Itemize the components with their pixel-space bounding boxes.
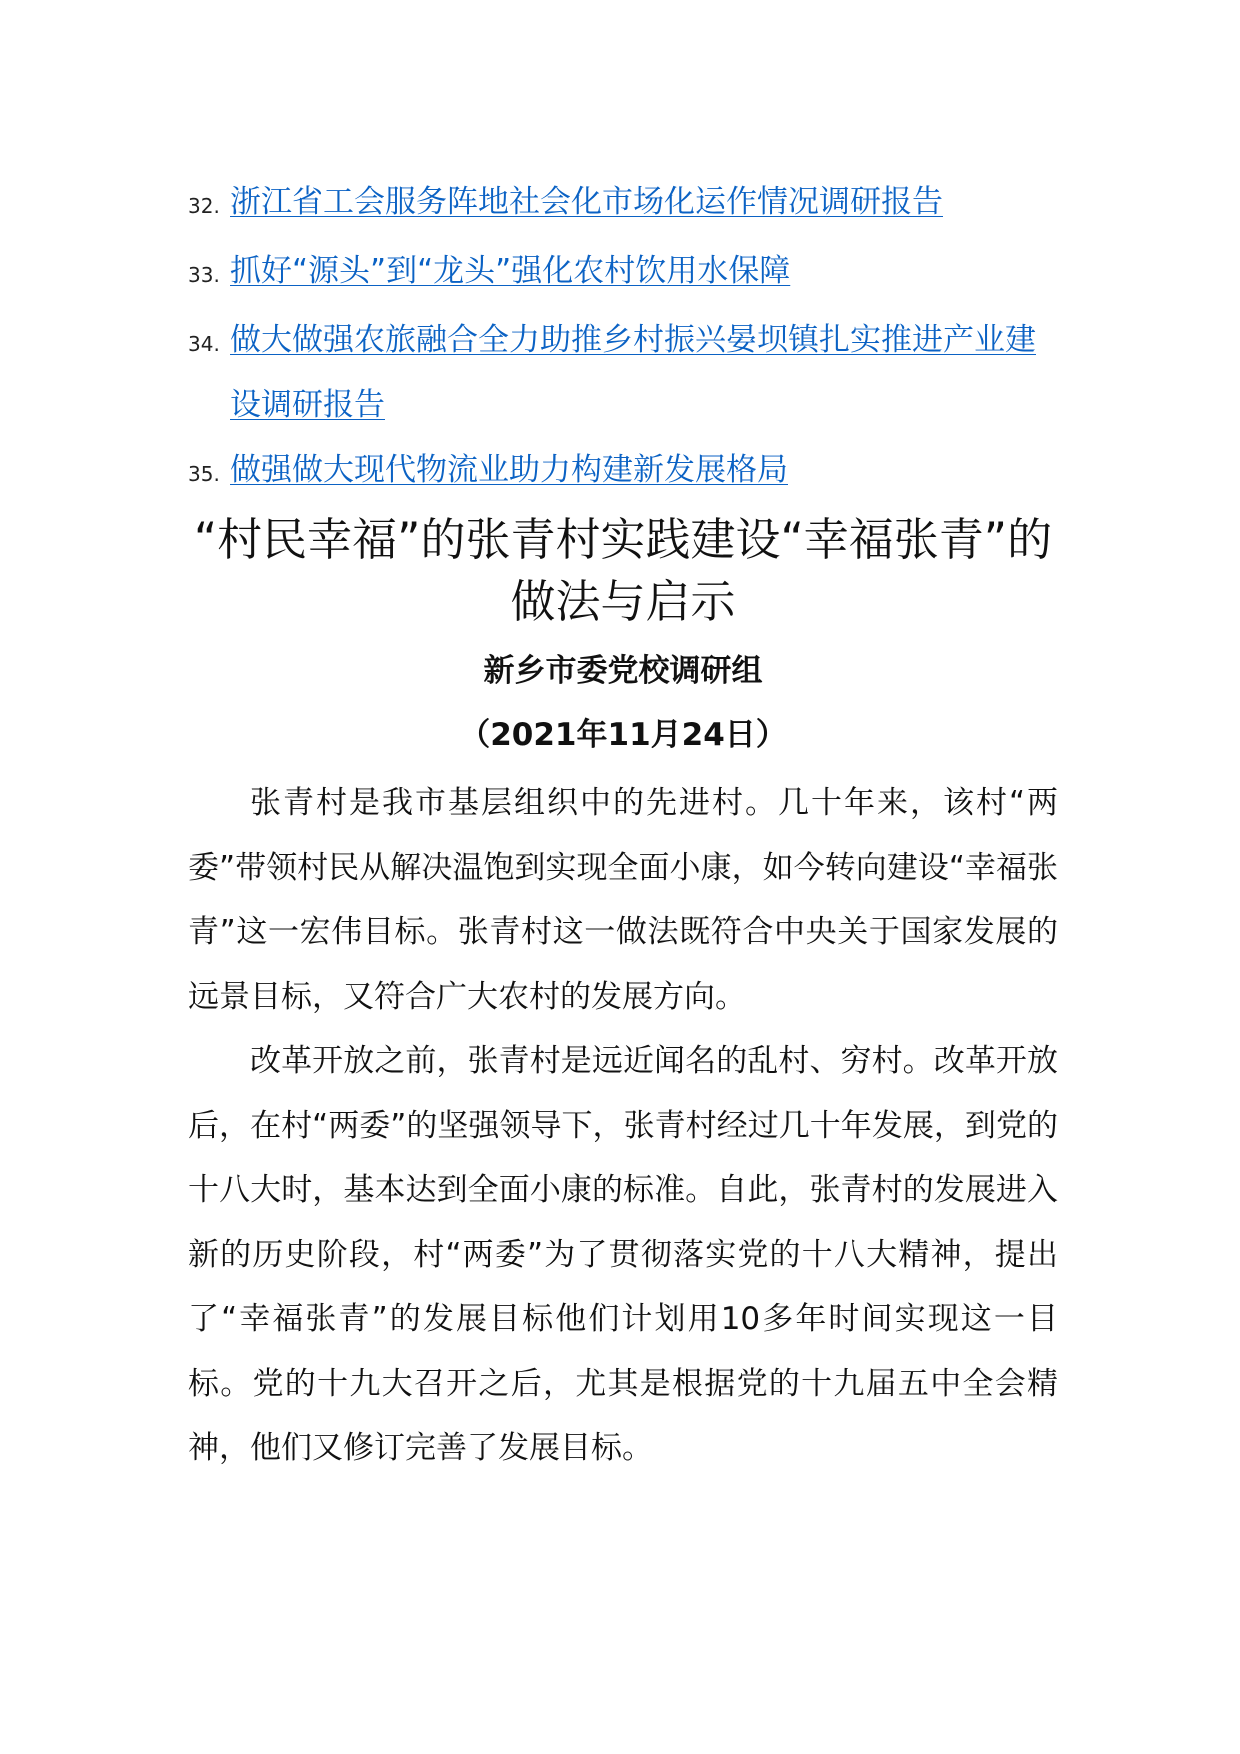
- toc-item-link[interactable]: 抓好“源头”到“龙头”强化农村饮用水保障: [230, 253, 791, 289]
- toc-item-number: 33.: [188, 263, 220, 287]
- article-paragraph: 张青村是我市基层组织中的先进村。几十年来，该村“两委”带领村民从解决温饱到实现全面小康，如今转向建设“幸福张青”这一宏伟目标。张青村这一做法既符合中央关于国家发展的远景目标，又符合广大农村的发展方向。: [188, 785, 1058, 1015]
- document-page: [188, 170, 1058, 1481]
- toc-item-link[interactable]: 做强做大现代物流业助力构建新发展格局: [230, 452, 788, 488]
- toc-item-link[interactable]: 做大做强农旅融合全力助推乡村振兴晏坝镇扎实推进产业建设调研报告: [230, 322, 1036, 423]
- article-author: 新乡市委党校调研组: [483, 653, 763, 689]
- article-date: （2021年11月24日）: [459, 717, 787, 753]
- toc-item-link[interactable]: 浙江省工会服务阵地社会化市场化运作情况调研报告: [230, 184, 943, 220]
- toc-item-number: 35.: [188, 462, 220, 486]
- toc-item: [188, 239, 1058, 308]
- toc-list: [188, 170, 1058, 507]
- toc-item: [188, 308, 1058, 438]
- article-title: “村民幸福”的张青村实践建设“幸福张青”的做法与启示: [193, 513, 1053, 628]
- article-paragraph: 改革开放之前，张青村是远近闻名的乱村、穷村。改革开放后，在村“两委”的坚强领导下，张青村经过几十年发展，到党的十八大时，基本达到全面小康的标准。自此，张青村的发展进入新的历史阶段，村“两委”为了贯彻落实党的十八大精神，提出了“幸福张青”的发展目标他们计划用10多年时间实现这一目标。党的十九大召开之后，尤其是根据党的十九届五中全会精神，他们又修订完善了发展目标。: [188, 1043, 1058, 1466]
- toc-item: [188, 438, 1058, 507]
- toc-item-number: 32.: [188, 194, 220, 218]
- toc-item-number: 34.: [188, 332, 220, 356]
- toc-item: [188, 170, 1058, 239]
